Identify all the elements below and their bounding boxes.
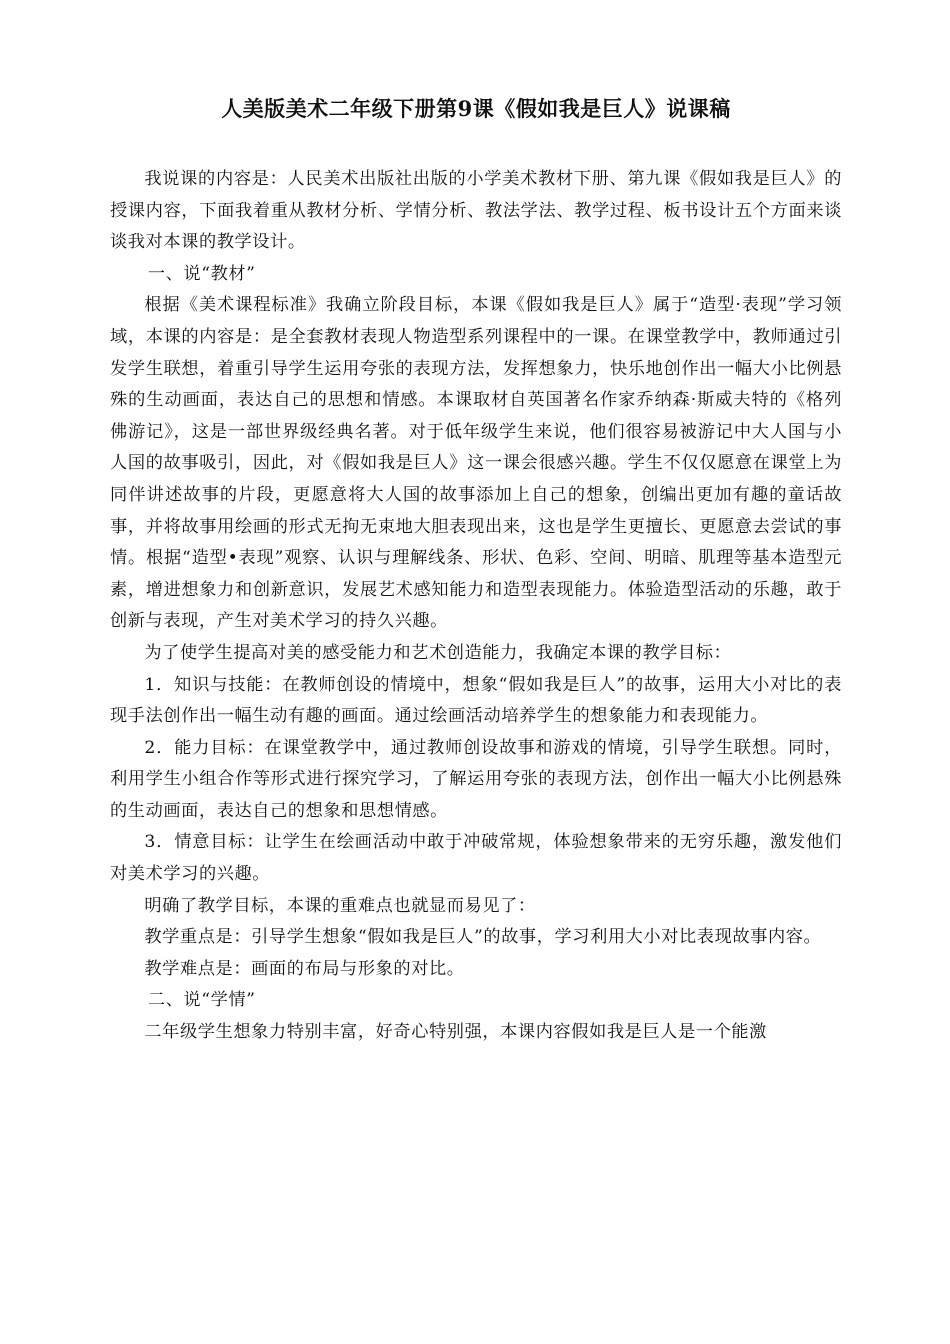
document-title: 人美版美术二年级下册第9课《假如我是巨人》说课稿 [221,96,731,121]
section-heading-textbook: 一、说“教材” [147,263,256,284]
key-point-paragraph: 教学重点是：引导学生想象“假如我是巨人”的故事，学习利用大小对比表现故事内容。 [144,927,822,948]
intro-paragraph: 我说课的内容是：人民美术出版社出版的小学美术教材下册、第九课《假如我是巨人》的授课内容，下面我着重从教材分析、学情分析、教法学法、教学过程、板书设计五个方面来谈谈我对本课的教学设计。 [110,169,842,253]
goal-knowledge-skills: 1．知识与技能：在教师创设的情境中，想象“假如我是巨人”的故事，运用大小对比的表现手法创作出一幅生动有趣的画面。通过绘画活动培养学生的想象能力和表现能力。 [110,674,842,727]
goals-intro-paragraph: 为了使学生提高对美的感受能力和艺术创造能力，我确定本课的教学目标： [144,642,732,663]
keypoints-intro-paragraph: 明确了教学目标，本课的重难点也就显而易见了： [144,895,536,916]
difficult-point-paragraph: 教学难点是：画面的布局与形象的对比。 [144,958,465,979]
goal-ability: 2．能力目标：在课堂教学中，通过教师创设故事和游戏的情境，引导学生联想。同时，利用学生小组合作等形式进行探究学习，了解运用夸张的表现方法，创作出一幅大小比例悬殊的生动画面，表达自己的想象和思想情感。 [110,737,842,821]
students-analysis-paragraph: 二年级学生想象力特别丰富，好奇心特别强，本课内容假如我是巨人是一个能激 [144,1022,767,1043]
section-heading-students: 二、说“学情” [147,990,256,1011]
goal-emotion: 3．情意目标：让学生在绘画活动中敢于冲破常规，体验想象带来的无穷乐趣，激发他们对美术学习的兴趣。 [110,832,842,885]
textbook-analysis-paragraph: 根据《美术课程标准》我确立阶段目标，本课《假如我是巨人》属于“造型·表现”学习领域，本课的内容是：是全套教材表现人物造型系列课程中的一课。在课堂教学中，教师通过引发学生联想，着重引导学生运用夸张的表现方法，发挥想象力，快乐地创作出一幅大小比例悬殊的生动画面，表达自己的思想和情感。本课取材自英国著名作家乔纳森·斯威夫特的《格列佛游记》，这是一部世界级经典名著。对于低年级学生来说，他们很容易被游记中大人国与小人国的故事吸引，因此，对《假如我是巨人》这一课会很感兴趣。学生不仅仅愿意在课堂上为同伴讲述故事的片段，更愿意将大人国的故事添加上自己的想象，创编出更加有趣的童话故事，并将故事用绘画的形式无拘无束地大胆表现出来，这也是学生更擅长、更愿意去尝试的事情。根据“造型•表现”观察、认识与理解线条、形状、色彩、空间、明暗、肌理等基本造型元素，增进想象力和创新意识，发展艺术感知能力和造型表现能力。体验造型活动的乐趣，敢于创新与表现，产生对美术学习的持久兴趣。 [110,295,842,632]
